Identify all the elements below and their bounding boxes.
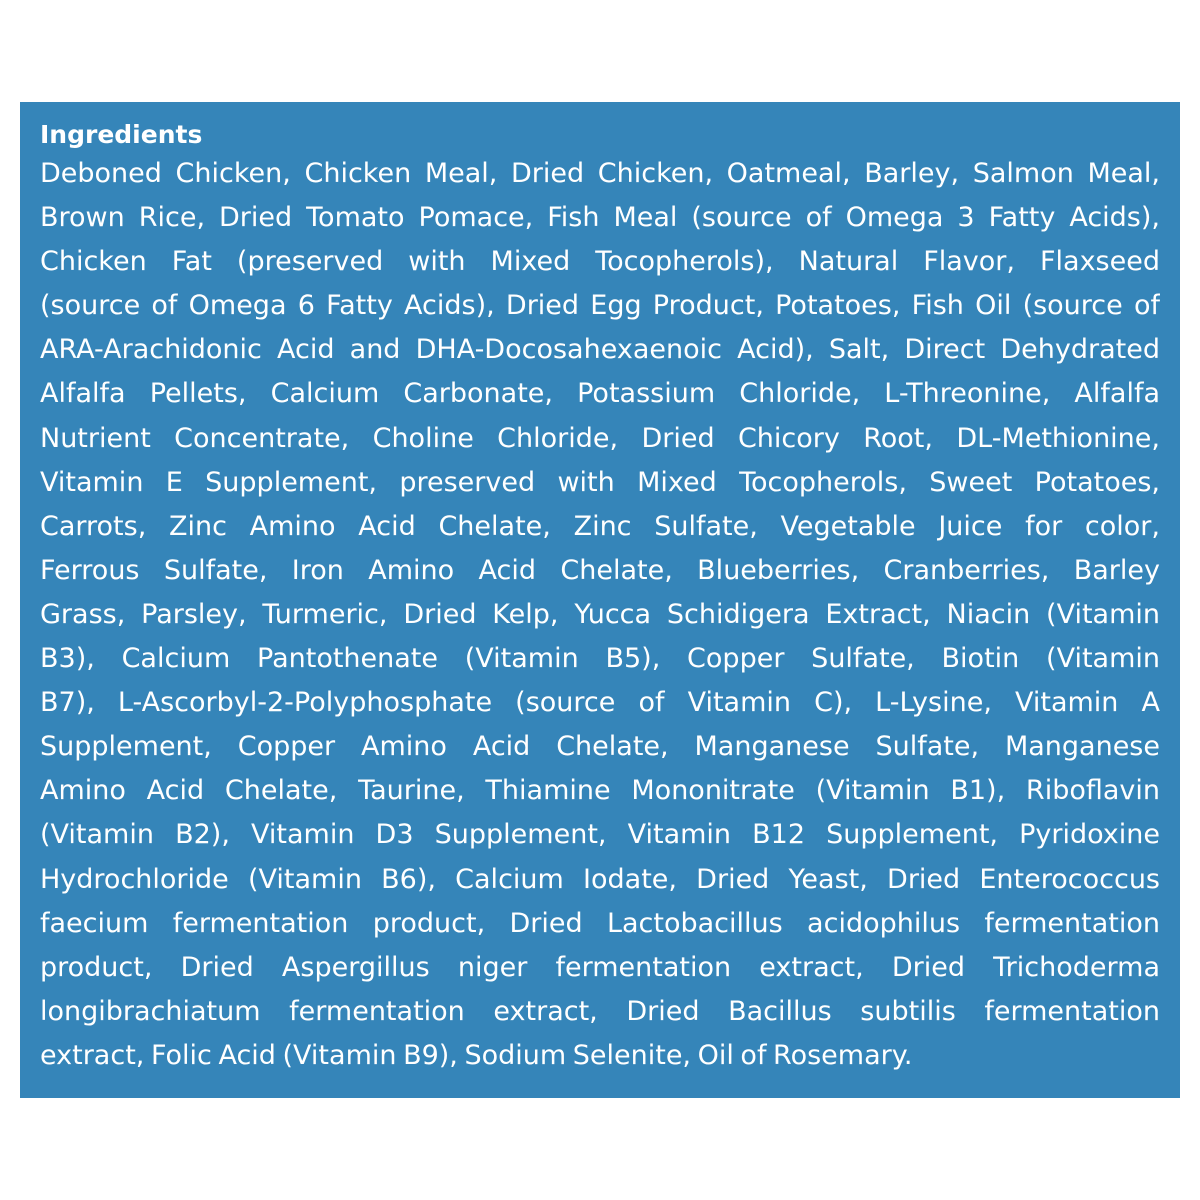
ingredients-line: Vitamin E Supplement, preserved with Mixed Tocopherols, Sweet Potatoes, [40,466,1160,498]
ingredients-line: Ferrous Sulfate, Iron Amino Acid Chelate, Blueberries, Cranberries, Barley [40,554,1160,586]
ingredients-heading: Ingredients [40,120,203,149]
ingredients-line: Carrots, Zinc Amino Acid Chelate, Zinc Sulfate, Vegetable Juice for color, [40,510,1160,542]
ingredients-line: Hydrochloride (Vitamin B6), Calcium Iodate, Dried Yeast, Dried Enterococcus [40,863,1160,895]
ingredients-line: extract, Folic Acid (Vitamin B9), Sodium Selenite, Oil of Rosemary. [40,1039,913,1071]
ingredients-line: (Vitamin B2), Vitamin D3 Supplement, Vitamin B12 Supplement, Pyridoxine [40,819,1160,851]
ingredients-line: Amino Acid Chelate, Taurine, Thiamine Mononitrate (Vitamin B1), Riboflavin [40,775,1160,807]
ingredients-line: faecium fermentation product, Dried Lactobacillus acidophilus fermentation [40,907,1160,939]
ingredients-line: (source of Omega 6 Fatty Acids), Dried Egg Product, Potatoes, Fish Oil (source of [40,290,1160,322]
ingredients-list [40,152,1160,1078]
ingredients-line: Grass, Parsley, Turmeric, Dried Kelp, Yucca Schidigera Extract, Niacin (Vitamin [40,598,1160,630]
ingredients-line: Nutrient Concentrate, Choline Chloride, Dried Chicory Root, DL-Methionine, [40,422,1160,454]
ingredients-panel [20,102,1180,1098]
ingredients-line: Chicken Fat (preserved with Mixed Tocopherols), Natural Flavor, Flaxseed [40,246,1160,278]
ingredients-line: longibrachiatum fermentation extract, Dried Bacillus subtilis fermentation [40,995,1160,1027]
ingredients-line: Supplement, Copper Amino Acid Chelate, Manganese Sulfate, Manganese [40,731,1160,763]
ingredients-line: product, Dried Aspergillus niger fermentation extract, Dried Trichoderma [40,951,1160,983]
ingredients-line: ARA-Arachidonic Acid and DHA-Docosahexaenoic Acid), Salt, Direct Dehydrated [40,334,1160,366]
ingredients-line: Deboned Chicken, Chicken Meal, Dried Chicken, Oatmeal, Barley, Salmon Meal, [40,158,1160,189]
ingredients-line: B7), L-Ascorbyl-2-Polyphosphate (source of Vitamin C), L-Lysine, Vitamin A [40,687,1160,719]
ingredients-line: B3), Calcium Pantothenate (Vitamin B5), Copper Sulfate, Biotin (Vitamin [40,643,1160,675]
ingredients-line: Brown Rice, Dried Tomato Pomace, Fish Meal (source of Omega 3 Fatty Acids), [40,202,1160,234]
ingredients-line: Alfalfa Pellets, Calcium Carbonate, Potassium Chloride, L-Threonine, Alfalfa [40,378,1160,410]
